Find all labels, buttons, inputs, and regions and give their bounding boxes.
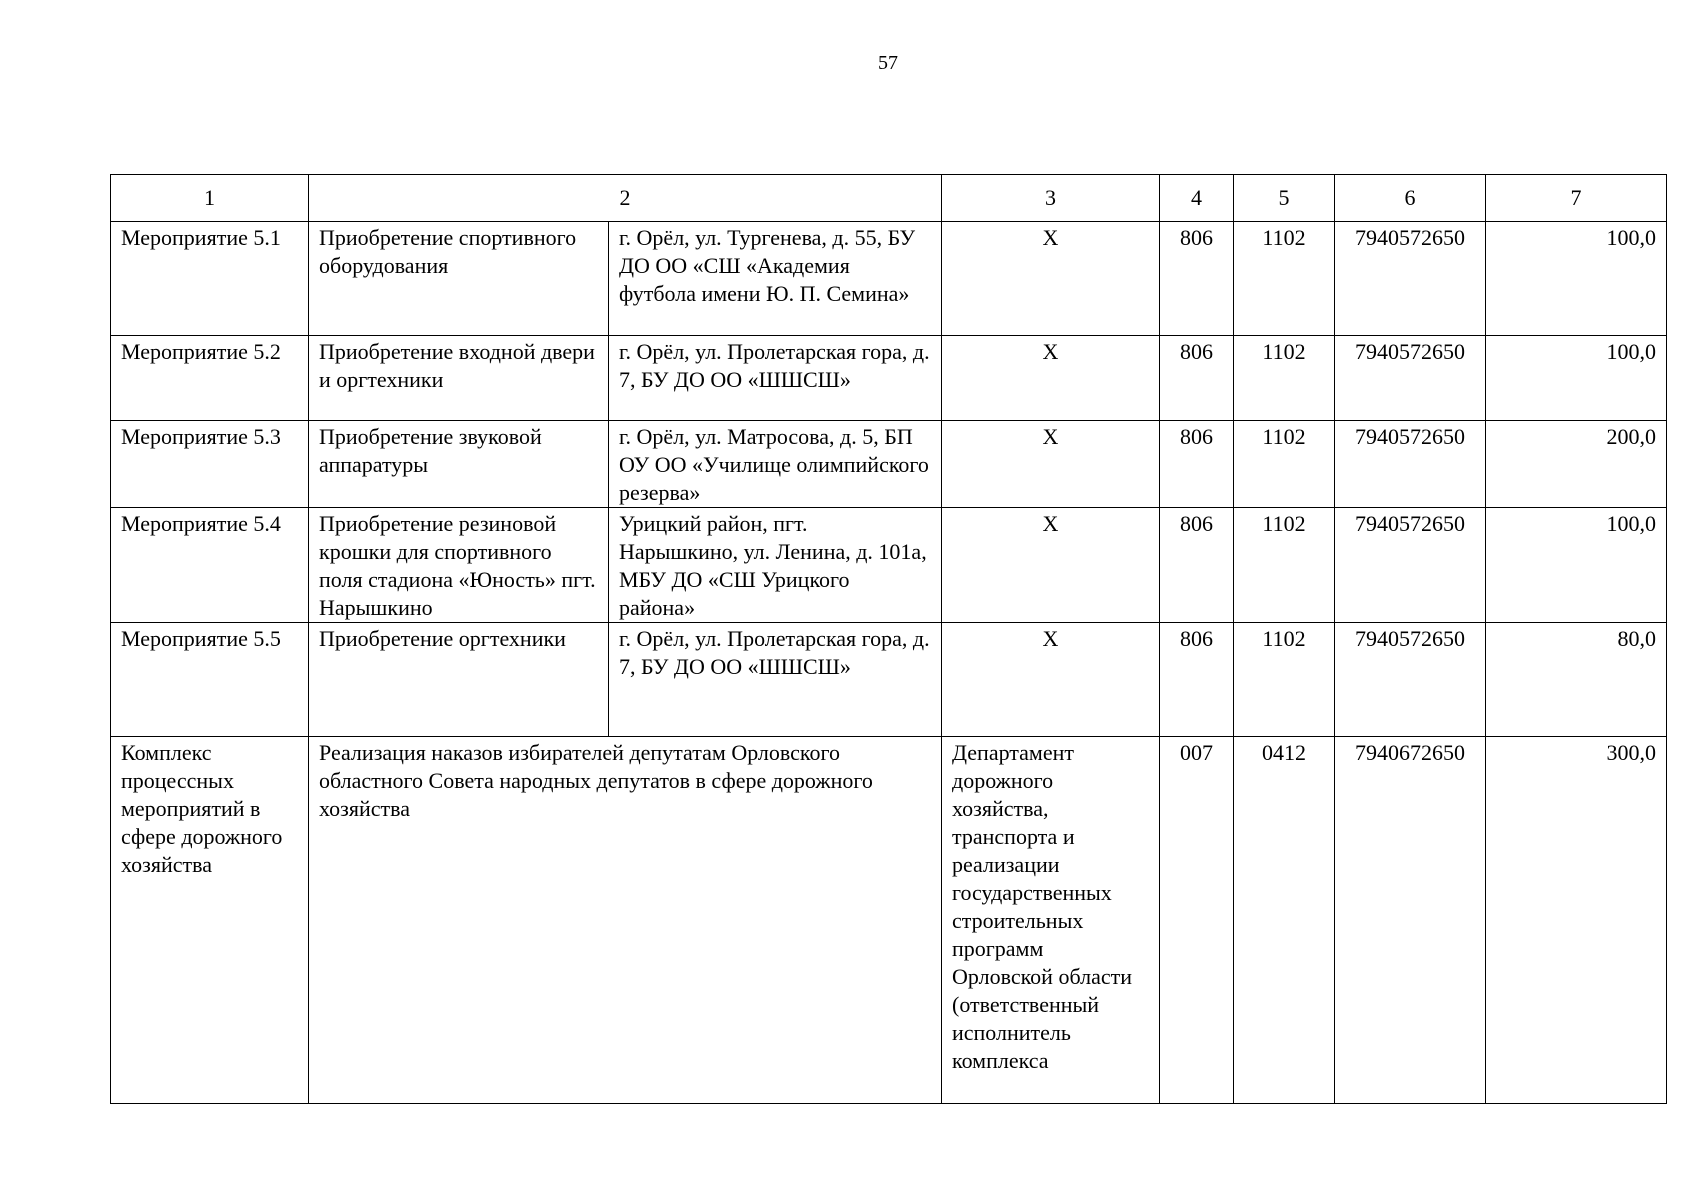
code-cell: 806 <box>1160 336 1234 421</box>
table-row <box>111 508 1667 623</box>
budget-table <box>110 174 1667 1104</box>
complex-title-cell: Комплекс процессных мероприятий в сфере дорожного хозяйства <box>111 737 309 1104</box>
header-cell-3: 3 <box>942 175 1160 222</box>
section-cell: 0412 <box>1234 737 1335 1104</box>
executor-cell: Х <box>942 336 1160 421</box>
section-cell: 1102 <box>1234 508 1335 623</box>
executor-cell: Х <box>942 222 1160 336</box>
header-cell-5: 5 <box>1234 175 1335 222</box>
header-row <box>111 175 1667 222</box>
measure-name-cell: Приобретение оргтехники <box>309 623 609 737</box>
header-cell-2: 2 <box>309 175 942 222</box>
header-cell-7: 7 <box>1486 175 1667 222</box>
target-article-cell: 7940572650 <box>1335 623 1486 737</box>
code-cell: 806 <box>1160 508 1234 623</box>
header-cell-4: 4 <box>1160 175 1234 222</box>
amount-cell: 80,0 <box>1486 623 1667 737</box>
table-row <box>111 623 1667 737</box>
section-cell: 1102 <box>1234 623 1335 737</box>
measure-name-cell: Приобретение резиновой крошки для спортивного поля стадиона «Юность» пгт. Нарышкино <box>309 508 609 623</box>
amount-cell: 100,0 <box>1486 336 1667 421</box>
measure-address-cell: г. Орёл, ул. Пролетарская гора, д. 7, БУ ДО ОО «ШШСШ» <box>609 623 942 737</box>
executor-cell: Х <box>942 421 1160 508</box>
amount-cell: 100,0 <box>1486 508 1667 623</box>
amount-cell: 100,0 <box>1486 222 1667 336</box>
executor-cell: Х <box>942 623 1160 737</box>
responsible-department-cell: Департамент дорожного хозяйства, транспорта и реализации государственных строительных программ Орловской области (ответственный исполнитель комплекса <box>942 737 1160 1104</box>
amount-cell: 300,0 <box>1486 737 1667 1104</box>
measure-cell: Мероприятие 5.5 <box>111 623 309 737</box>
table-row <box>111 222 1667 336</box>
amount-cell: 200,0 <box>1486 421 1667 508</box>
code-cell: 007 <box>1160 737 1234 1104</box>
measure-address-cell: г. Орёл, ул. Тургенева, д. 55, БУ ДО ОО «СШ «Академия футбола имени Ю. П. Семина» <box>609 222 942 336</box>
measure-address-cell: г. Орёл, ул. Пролетарская гора, д. 7, БУ ДО ОО «ШШСШ» <box>609 336 942 421</box>
measure-name-cell: Приобретение звуковой аппаратуры <box>309 421 609 508</box>
measure-cell: Мероприятие 5.1 <box>111 222 309 336</box>
complex-row <box>111 737 1667 1104</box>
measure-name-cell: Приобретение входной двери и оргтехники <box>309 336 609 421</box>
table-row <box>111 421 1667 508</box>
measure-cell: Мероприятие 5.3 <box>111 421 309 508</box>
header-cell-6: 6 <box>1335 175 1486 222</box>
complex-description-cell: Реализация наказов избирателей депутатам Орловского областного Совета народных депутатов в сфере дорожного хозяйства <box>309 737 942 1104</box>
target-article-cell: 7940672650 <box>1335 737 1486 1104</box>
measure-cell: Мероприятие 5.4 <box>111 508 309 623</box>
executor-cell: Х <box>942 508 1160 623</box>
target-article-cell: 7940572650 <box>1335 336 1486 421</box>
section-cell: 1102 <box>1234 421 1335 508</box>
measure-address-cell: Урицкий район, пгт. Нарышкино, ул. Ленина, д. 101а, МБУ ДО «СШ Урицкого района» <box>609 508 942 623</box>
header-cell-1: 1 <box>111 175 309 222</box>
target-article-cell: 7940572650 <box>1335 508 1486 623</box>
section-cell: 1102 <box>1234 222 1335 336</box>
measure-cell: Мероприятие 5.2 <box>111 336 309 421</box>
code-cell: 806 <box>1160 623 1234 737</box>
section-cell: 1102 <box>1234 336 1335 421</box>
target-article-cell: 7940572650 <box>1335 421 1486 508</box>
table-row <box>111 336 1667 421</box>
measure-address-cell: г. Орёл, ул. Матросова, д. 5, БП ОУ ОО «Училище олимпийского резерва» <box>609 421 942 508</box>
code-cell: 806 <box>1160 421 1234 508</box>
target-article-cell: 7940572650 <box>1335 222 1486 336</box>
page-number: 57 <box>878 52 898 74</box>
measure-name-cell: Приобретение спортивного оборудования <box>309 222 609 336</box>
code-cell: 806 <box>1160 222 1234 336</box>
